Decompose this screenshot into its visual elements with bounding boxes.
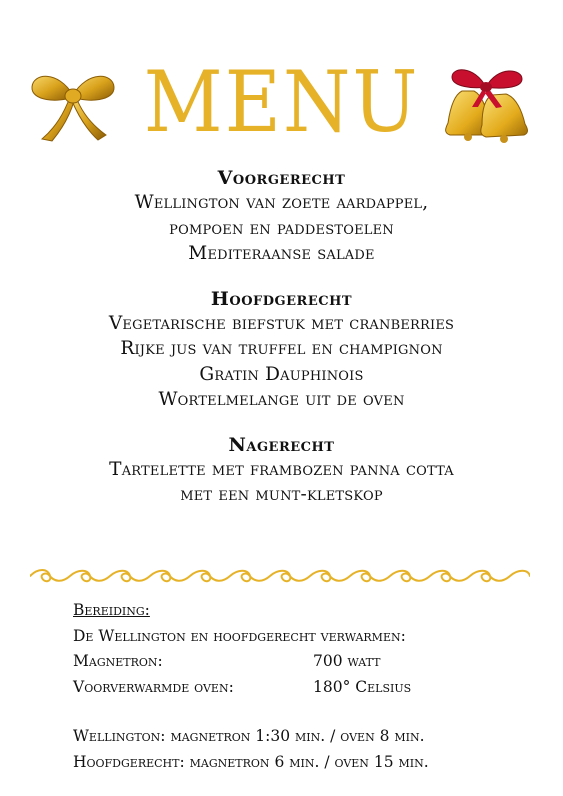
- preparation-label: Voorverwarmde oven:: [73, 677, 234, 696]
- dish-item: Wortelmelange uit de oven: [158, 389, 405, 410]
- preparation-row: [73, 649, 533, 675]
- preparation-label: Magnetron:: [73, 652, 163, 670]
- preparation-note: Wellington: magnetron 1:30 min. / oven 8 min.: [73, 727, 425, 745]
- dish-item: Tartelette met frambozen panna cotta: [109, 458, 454, 480]
- christmas-bells-icon: [440, 61, 532, 145]
- preparation-intro: De Wellington en hoofdgerecht verwarmen:: [73, 626, 406, 645]
- course-dessert: [0, 433, 563, 508]
- ornamental-divider: [30, 566, 530, 586]
- course-title: Nagerecht: [228, 433, 335, 456]
- dish-item: Mediteraanse salade: [188, 243, 375, 264]
- dish-item: Vegetarische biefstuk met cranberries: [108, 312, 455, 334]
- preparation-row: [73, 675, 533, 701]
- course-main: [0, 287, 563, 413]
- dish-item: Gratin Dauphinois: [199, 363, 364, 385]
- menu-header: [0, 55, 563, 150]
- preparation-value: 700 watt: [313, 652, 381, 670]
- dish-item: Rijke jus van truffel en champignon: [120, 338, 443, 359]
- course-title: Voorgerecht: [217, 167, 346, 189]
- preparation-value: 180° Celsius: [313, 677, 412, 696]
- preparation-note: Hoofdgerecht: magnetron 6 min. / oven 15 min.: [73, 752, 429, 771]
- preparation-section: [73, 598, 533, 775]
- course-starter: [0, 166, 563, 267]
- course-title: Hoofdgerecht: [210, 287, 353, 310]
- dish-item: pompoen en paddestoelen: [169, 217, 394, 239]
- dish-item: Wellington van zoete aardappel,: [134, 192, 429, 213]
- dish-item: met een munt-kletskop: [180, 484, 383, 505]
- menu-title: MENU: [143, 53, 420, 151]
- preparation-heading: Bereiding:: [73, 601, 150, 619]
- menu-courses: [0, 166, 563, 528]
